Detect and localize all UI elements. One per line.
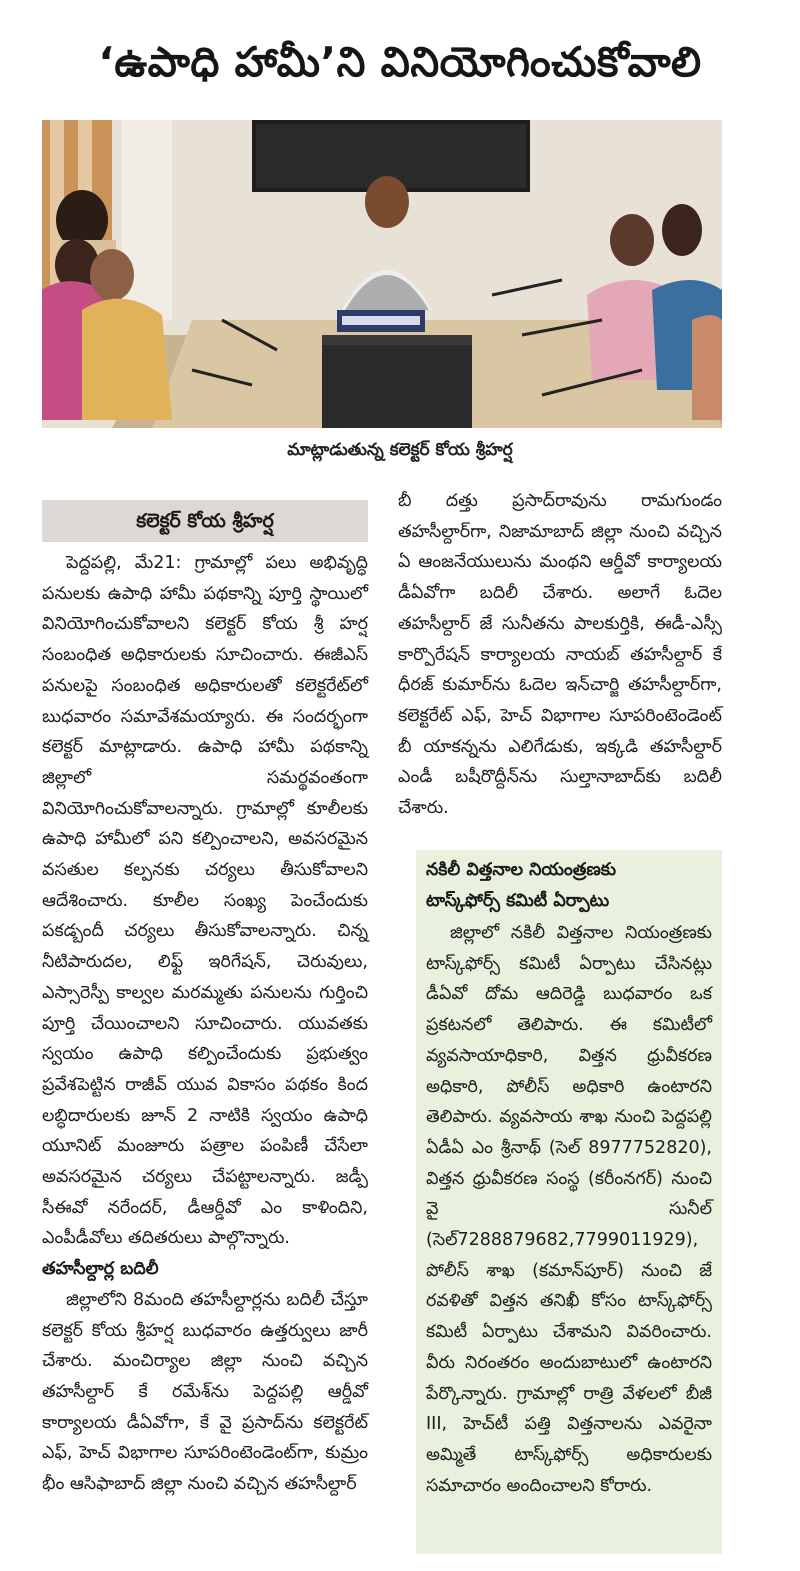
article-paragraph: పెద్దపల్లి, మే21: గ్రామాల్లో పలు అభివృద్ధి పనులకు ఉపాధి హామీ పథకాన్ని పూర్తి స్థాయిలో వినియోగించుకోవాలని కలెక్టర్‌ కోయ శ్రీ హర్ష సంబంధిత అధికారులకు సూచించారు. ఈజీఎస్‌ పనులపై సంబంధిత అధికారులతో కలెక్టరేట్‌లో బుధవారం సమావేశమయ్యారు. ఈ సందర్భంగా కలెక్టర్‌ మాట్లాడారు. ఉపాధి హామీ పథకాన్ని జిల్లాలో సమర్థవంతంగా వినియోగించుకోవాలన్నారు. గ్రామాల్లో కూలీలకు ఉపాధి హామీలో పని కల్పించాలని, అవసరమైన వసతుల కల్పనకు చర్యలు తీసుకోవాలని ఆదేశించారు. కూలీల సంఖ్య పెంచేందుకు పకడ్బందీ చర్యలు తీసుకోవాలన్నారు. చిన్న నీటిపారుదల, లిఫ్ట్‌ ఇరిగేషన్‌, చెరువులు, ఎస్సారెస్పీ కాల్వల మరమ్మతు పనులను గుర్తించి పూర్తి చేయించాలని సూచించారు. యువతకు స్వయం ఉపాధి కల్పించేందుకు ప్రభుత్వం ప్రవేశపెట్టిన రాజీవ్‌ యువ వికాసం పథకం కింద లబ్ధిదారులకు జూన్‌ 2 నాటికి స్వయం ఉపాధి యూనిట్‌ మంజూరు పత్రాల పంపిణీ చేసేలా అవసరమైన చర్యలు చేపట్టాలన్నారు. జడ్పీ సీఈవో నరేందర్‌, డీఆర్డీవో ఎం కాళిందిని, ఎంపీడీవోలు తదితరులు పాల్గొన్నారు. (42, 553, 368, 1249)
sidebar-body (426, 918, 712, 1501)
sidebar-title-line: నకిలీ విత్తనాల నియంత్రణకు (426, 860, 617, 880)
article-subheading: తహసీల్దార్ల బదిలీ (42, 1259, 159, 1280)
left-section-heading: కలెక్టర్‌ కోయ శ్రీహర్ష (42, 500, 368, 542)
left-column (42, 548, 368, 1500)
photo-caption: మాట్లాడుతున్న కలెక్టర్‌ కోయ శ్రీహర్ష (287, 440, 513, 460)
sidebar-title (426, 855, 716, 917)
sidebar-paragraph: జిల్లాలో నకిలీ విత్తనాల నియంత్రణకు టాస్క్‌ఫోర్స్‌ కమిటీ ఏర్పాటు చేసినట్లు డీఏవో దోమ ఆదిరెడ్డి బుధవారం ఒక ప్రకటనలో తెలిపారు. ఈ కమిటీలో వ్యవసాయాధికారి, విత్తన ధ్రువీకరణ అధికారి, పోలీస్‌ అధికారి ఉంటారని తెలిపారు. వ్యవసాయ శాఖ నుంచి పెద్దపల్లి ఏడీఏ ఎం శ్రీనాథ్‌ (సెల్‌ 8977752820), విత్తన ధ్రువీకరణ సంస్థ (కరీంనగర్‌) నుంచి వై సునీల్‌ (సెల్‌7288879682,7799011929), పోలీస్‌ శాఖ (కమాన్‌పూర్‌) నుంచి జే రవళితో విత్తన తనిఖీ కోసం టాస్క్‌ఫోర్స్‌ కమిటీ ఏర్పాటు చేశామని వివరించారు. వీరు నిరంతరం అందుబాటులో ఉంటారని పేర్కొన్నారు. గ్రామాల్లో రాత్రి వేళలలో బీజీ III, హెచ్‌టీ పత్తి విత్తనాలను ఎవరైనా అమ్మితే టాస్క్‌ఫోర్స్‌ అధికారులకు సమాచారం అందించాలని కోరారు. (426, 923, 712, 1496)
meeting-photo-illustration (42, 120, 722, 428)
headline: ‘ఉపాధి హామీ’ని వినియోగించుకోవాలి (98, 38, 702, 86)
article-paragraph: బీ దత్తు ప్రసాద్‌రావును రామగుండం తహసీల్దార్‌గా, నిజామాబాద్‌ జిల్లా నుంచి వచ్చిన ఏ ఆంజనేయులును మంథని ఆర్డీవో కార్యాలయ డీఏవోగా బదిలీ చేశారు. అలాగే ఓదెల తహసీల్దార్‌ జే సునీతను పాలకుర్తికి, ఈడీ-ఎస్సీ కార్పొరేషన్‌ కార్యాలయ నాయబ్‌ తహసీల్దార్‌ కే ధీరజ్‌ కుమార్‌ను ఓదెల ఇన్‌చార్జి తహసీల్దార్‌గా, కలెక్టరేట్‌ ఎఫ్‌, హెచ్‌ విభాగాల సూపరింటెండెంట్‌ బీ యాకన్నను ఎలిగేడుకు, ఇక్కడి తహసీల్దార్‌ ఎండీ బషీరొద్దీన్‌ను సుల్తానాబాద్‌కు బదిలీ చేశారు. (398, 491, 722, 819)
news-photo (42, 120, 722, 428)
article-paragraph: జిల్లాలోని 8మంది తహసీల్దార్లను బదిలీ చేస్తూ కలెక్టర్‌ కోయ శ్రీహర్ష బుధవారం ఉత్తర్వులు జారీ చేశారు. మంచిర్యాల జిల్లా నుంచి వచ్చిన తహసీల్దార్‌ కే రమేశ్‌ను పెద్దపల్లి ఆర్డీవో కార్యాలయ డీఏవోగా, కే వై ప్రసాద్‌ను కలెక్టరేట్‌ ఎఫ్‌, హెచ్‌ విభాగాల సూపరింటెండెంట్‌గా, కుమ్రం భీం ఆసిఫాబాద్‌ జిల్లా నుంచి వచ్చిన తహసీల్దార్‌ (42, 1289, 368, 1495)
sidebar-title-line: టాస్క్‌ఫోర్స్‌ కమిటీ ఏర్పాటు (426, 891, 610, 911)
right-column (398, 486, 722, 824)
